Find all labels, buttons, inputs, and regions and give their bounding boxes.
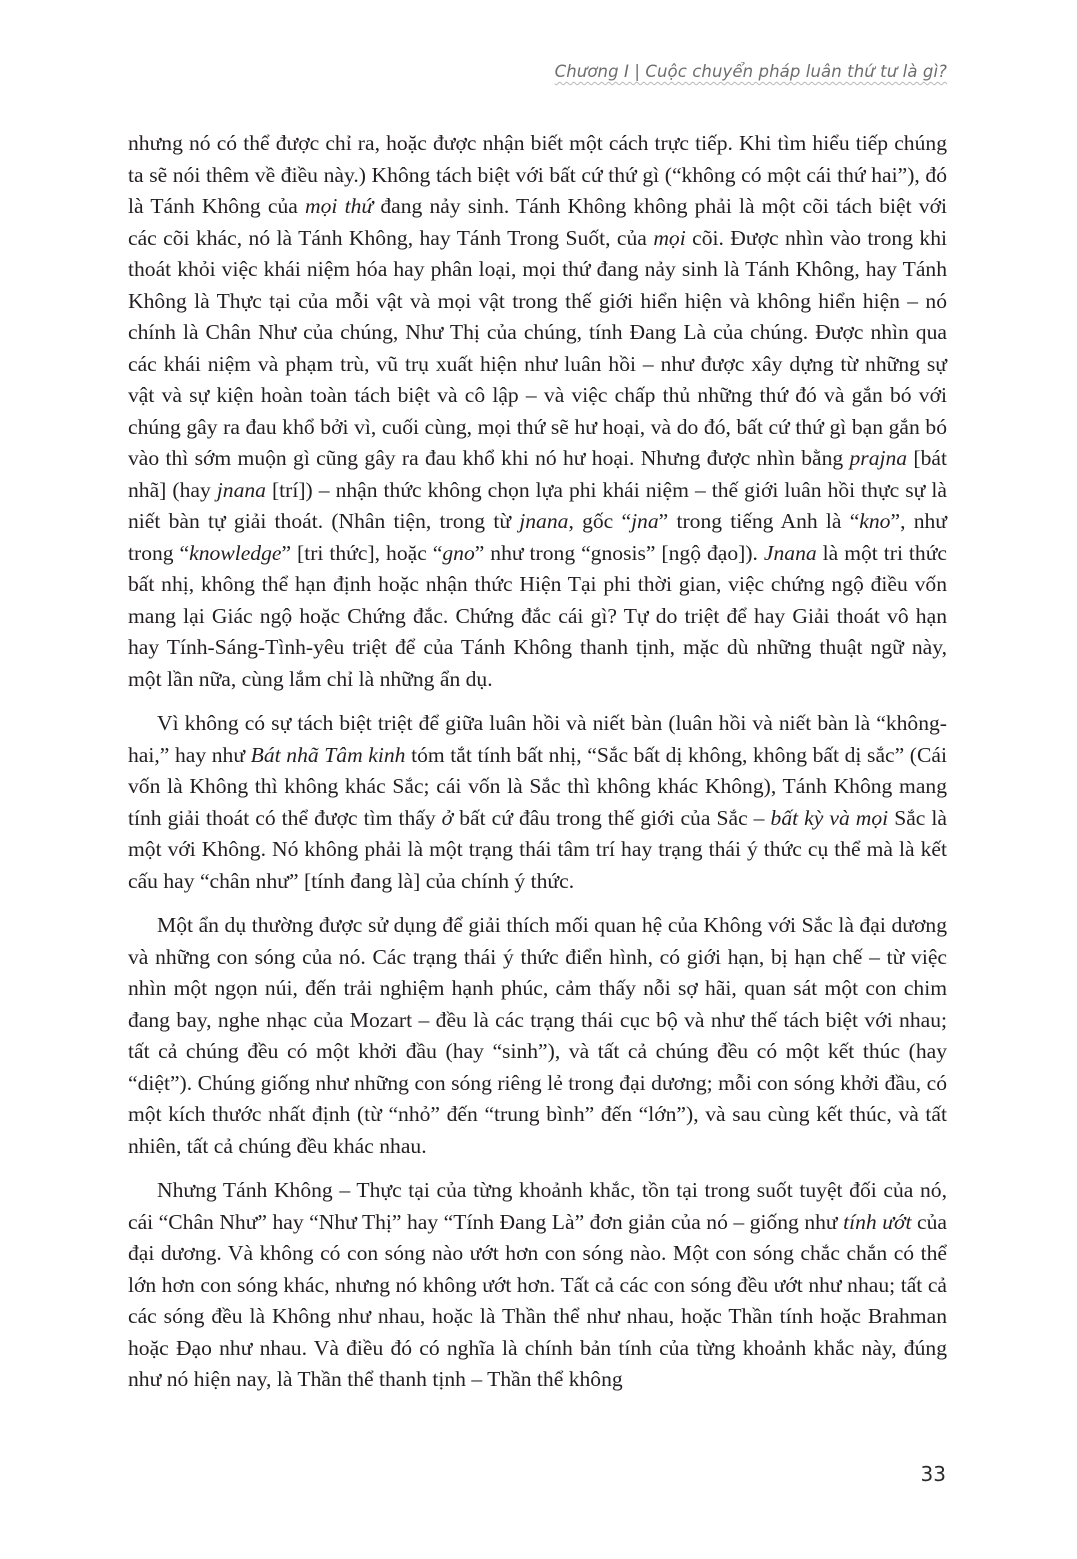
paragraph-4 <box>128 1175 947 1396</box>
italic-run: gno <box>442 540 475 565</box>
italic-run: jna <box>631 509 659 533</box>
text-run: Một ẩn dụ thường được sử dụng để giải thích mối quan hệ của Không với Sắc là đại dương và những con sóng của nó. Các trạng thái ý thức điển hình, có giới hạn, bị hạn chế – từ việc nhìn một ngọn núi, đến trải nghiệm hạnh phúc, cảm thấy nỗi sợ hãi, quan sát một con chim đang bay, nghe nhạc của Mozart – đều là các trạng thái cục bộ và như thế tách biệt với nhau; tất cả chúng đều có một khởi đầu (hay “sinh”), và tất cả chúng đều có một kết thúc (hay “diệt”). Chúng giống như những con sóng riêng lẻ trong đại dương; mỗi con sóng khởi đầu, có một kích thước nhất định (từ “nhỏ” đến “trung bình” đến “lớn”), và sau cùng kết thúc, và tất nhiên, tất cả chúng đều khác nhau. <box>128 913 947 1158</box>
text-run: cõi. Được nhìn vào trong khi thoát khỏi việc khái niệm hóa hay phân loại, mọi thứ đang nảy sinh là Tánh Không, hay Tánh Không là Thực tại của mỗi vật và mọi vật trong thế giới hiển hiện và không hiển hiện – nó chính là Chân Như của chúng, Như Thị của chúng, tính Đang Là của chúng. Được nhìn qua các khái niệm và phạm trù, vũ trụ xuất hiện như luân hồi – như được xây dựng từ những sự vật và sự kiện hoàn toàn tách biệt và cô lập – và việc chấp thủ những thứ đó và gắn bó với chúng gây ra đau khổ bởi vì, cuối cùng, mọi thứ sẽ hư hoại, và do đó, bất cứ thứ gì bạn gắn bó vào thì sớm muộn gì cũng gây ra đau khổ khi nó hư hoại. Nhưng được nhìn bằng <box>128 225 947 470</box>
text-run: [trí]) – nhận thức không chọn lựa phi khái niệm – thế giới luân hồi thực sự là niết bàn tự giải thoát. (Nhân tiện, trong từ <box>128 477 947 533</box>
running-header: Chương I | Cuộc chuyển pháp luân thứ tư là gì? <box>554 62 947 81</box>
text-run: Nhưng Tánh Không – Thực tại của từng khoảnh khắc, tồn tại trong suốt tuyệt đối của nó, cái “Chân Như” hay “Như Thị” hay “Tính Đang Là” đơn giản của nó – giống như <box>128 1178 947 1234</box>
text-run: Vì không có sự tách biệt triệt để giữa luân hồi và niết bàn (luân hồi và niết bàn là “không-hai,” hay như <box>128 711 947 767</box>
italic-run: mọi <box>653 225 686 250</box>
italic-run: tính ướt <box>843 1209 912 1234</box>
paragraph-1 <box>128 128 947 695</box>
text-run: Sắc là một với Không. Nó không phải là một trạng thái tâm trí hay trạng thái ý thức cụ thể mà là kết cấu hay “chân như” [tính đang là] của chính ý thức. <box>128 805 948 893</box>
italic-run: Jnana <box>763 540 817 565</box>
text-run: nhưng nó có thể được chỉ ra, hoặc được nhận biết một cách trực tiếp. Khi tìm hiểu tiếp chúng ta sẽ nói thêm về điều này.) Không tách biệt với bất cứ thứ gì (“không có một cái thứ hai”), đó là Tánh Không của <box>128 131 947 218</box>
text-run: đang nảy sinh. Tánh Không không phải là một cõi tách biệt với các cõi khác, nó là Tánh Không, hay Tánh Trong Suốt, của <box>128 194 947 250</box>
paragraph-3 <box>128 910 947 1162</box>
page-number: 33 <box>920 1462 946 1486</box>
body-text <box>128 128 947 1409</box>
text-run: là một tri thức bất nhị, không thể hạn định hoặc nhận thức Hiện Tại phi thời gian, việc chứng ngộ điều vốn mang lại Giác ngộ hoặc Chứng đắc. Chứng đắc cái gì? Tự do triệt để hay Giải thoát vô hạn hay Tính-Sáng-Tình-yêu triệt để của Tánh Không thanh tịnh, mặc dù những thuật ngữ này, một lần nữa, cùng lắm chỉ là những ẩn dụ. <box>128 540 947 691</box>
italic-run: ở <box>441 805 454 830</box>
italic-run: prajna <box>849 446 908 470</box>
italic-run: Bát nhã Tâm kinh <box>250 742 406 767</box>
italic-run: bất kỳ và mọi <box>770 805 889 830</box>
italic-run: jnana <box>216 477 266 502</box>
text-run: ” trong tiếng Anh là “ <box>658 509 860 533</box>
italic-run: mọi thứ <box>305 194 374 218</box>
text-run: của đại dương. Và không có con sóng nào ướt hơn con sóng nào. Một con sóng chắc chắn có thể lớn hơn con sóng khác, nhưng nó không ướt hơn. Tất cả các con sóng đều ướt như nhau; tất cả các sóng đều là Không như nhau, hoặc là Thần thể như nhau, hoặc Thần tính hoặc Brahman hoặc Đạo như nhau. Và điều đó có nghĩa là chính bản tính của từng khoảnh khắc này, đúng như nó hiện nay, là Thần thể thanh tịnh – Thần thể không <box>128 1209 947 1391</box>
paragraph-2 <box>128 708 947 897</box>
text-run: , gốc “ <box>568 509 632 533</box>
italic-run: jnana <box>519 509 569 533</box>
italic-run: knowledge <box>189 540 282 565</box>
text-run: ”, như trong “ <box>128 509 947 565</box>
text-run: tóm tắt tính bất nhị, “Sắc bất dị không, không bất dị sắc” (Cái vốn là Không thì không khác Sắc; cái vốn là Sắc thì không khác Không), Tánh Không mang tính giải thoát có thể được tìm thấy <box>128 742 947 830</box>
text-run: [bát nhã] (hay <box>128 446 947 502</box>
text-run: ” [tri thức], hoặc “ <box>281 540 443 565</box>
italic-run: kno <box>859 509 891 533</box>
text-run: bất cứ đâu trong thế giới của Sắc – <box>453 805 771 830</box>
text-run: ” như trong “gnosis” [ngộ đạo]). <box>474 540 764 565</box>
